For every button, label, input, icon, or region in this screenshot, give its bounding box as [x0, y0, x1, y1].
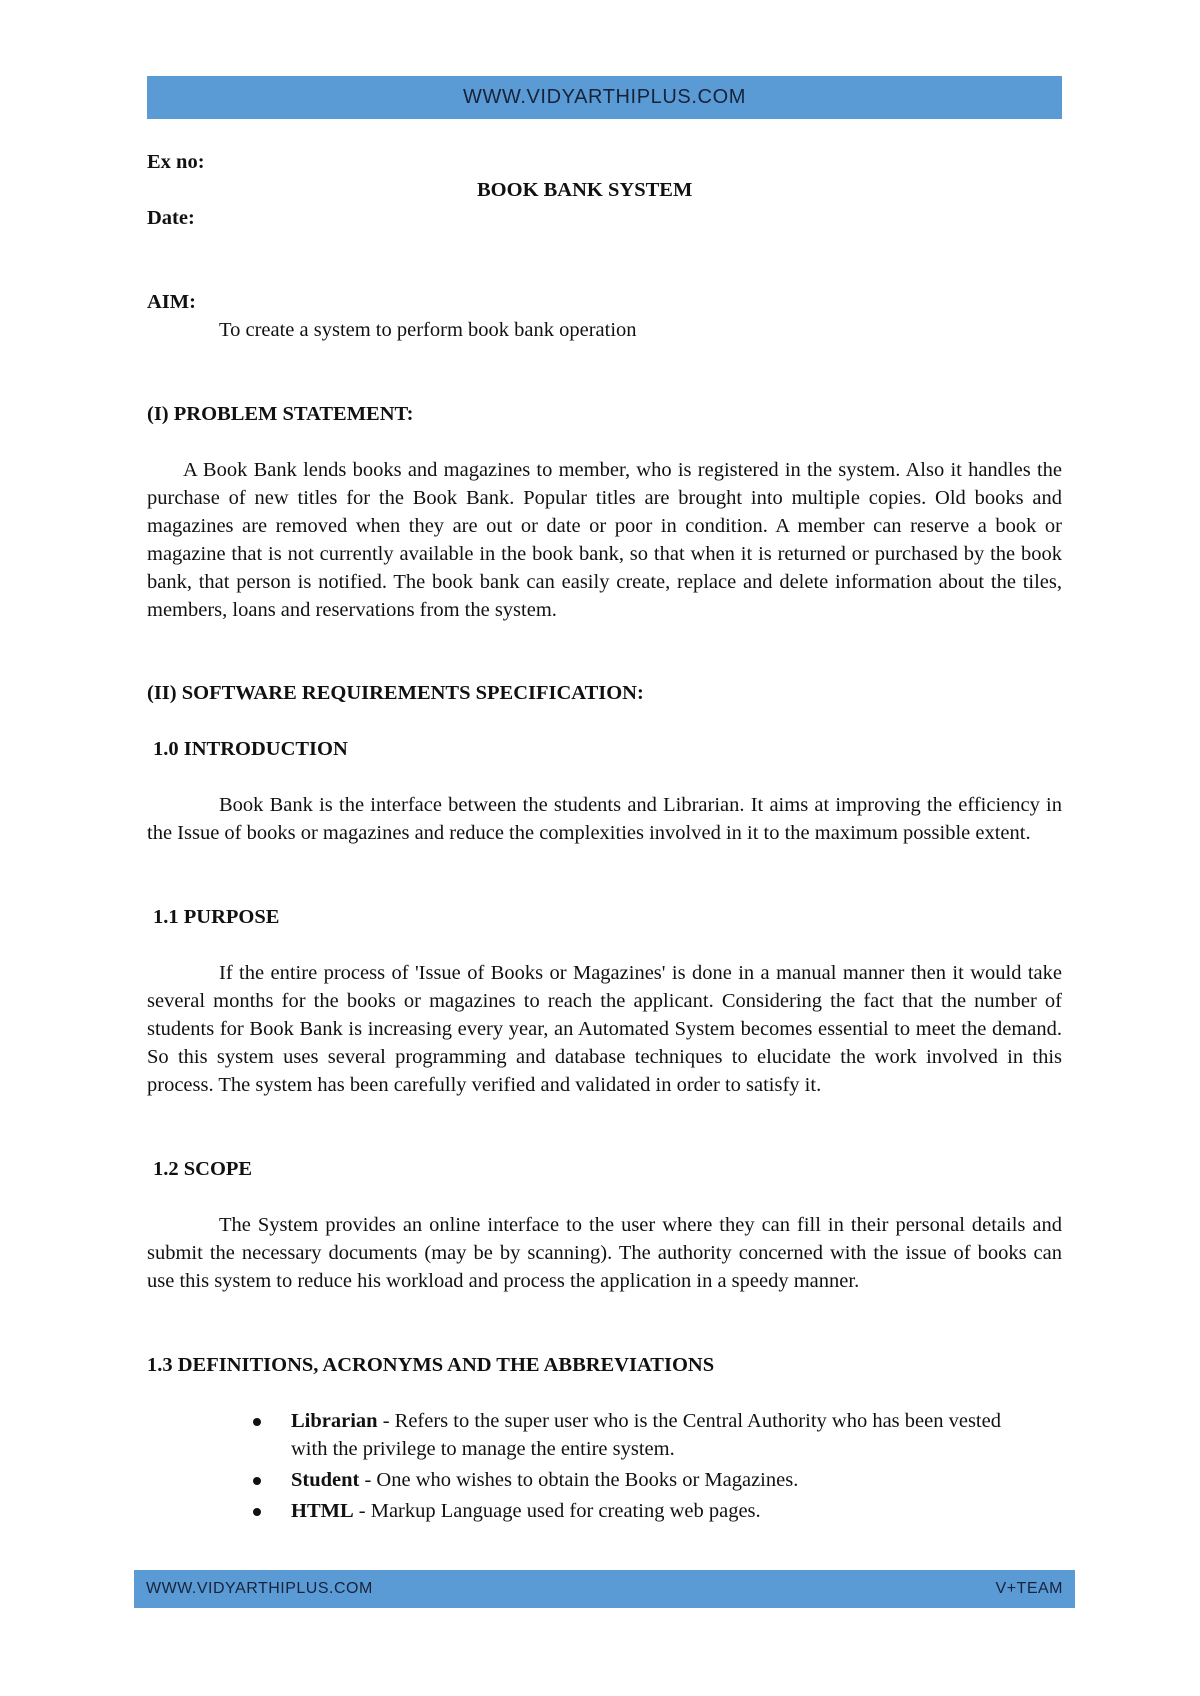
- bullet-icon: [253, 1508, 261, 1516]
- scope-text: The System provides an online interface to the user where they can fill in their personal details and submit the necessary documents (may be by scanning). The authority concerned with the issue of books can use this system to reduce his workload and process the application in a speedy manner.: [147, 1214, 1062, 1292]
- list-item: [147, 1497, 1062, 1525]
- aim-label: AIM:: [147, 291, 196, 313]
- scope-heading: 1.2 SCOPE: [153, 1158, 253, 1180]
- introduction-text: Book Bank is the interface between the students and Librarian. It aims at improving the efficiency in the Issue of books or magazines and reduce the complexities involved in it to the maximum possible extent.: [147, 794, 1062, 844]
- definitions-heading: 1.3 DEFINITIONS, ACRONYMS AND THE ABBREVIATIONS: [147, 1354, 715, 1376]
- ex-no-label: Ex no:: [147, 151, 205, 173]
- introduction-heading: 1.0 INTRODUCTION: [153, 738, 348, 760]
- term: Student: [291, 1469, 360, 1491]
- purpose-heading: 1.1 PURPOSE: [153, 906, 280, 928]
- problem-statement-heading: (I) PROBLEM STATEMENT:: [147, 403, 414, 425]
- term-description: - One who wishes to obtain the Books or Magazines.: [359, 1469, 799, 1491]
- list-item: [147, 1466, 1062, 1494]
- date-label: Date:: [147, 207, 195, 229]
- definitions-list: [147, 1407, 1062, 1528]
- bullet-icon: [253, 1418, 261, 1426]
- term-description: - Refers to the super user who is the Central Authority who has been vested with the privilege to manage the entire system.: [291, 1410, 1001, 1460]
- problem-statement-text: A Book Bank lends books and magazines to member, who is registered in the system. Also it handles the purchase of new titles for the Book Bank. Popular titles are brought into multiple copies. Old books and magazines are removed when they are out or date or poor in condition. A member can reserve a book or magazine that is not currently available in the book bank, so that when it is returned or purchased by the book bank, that person is notified. The book bank can easily create, replace and delete information about the tiles, members, loans and reservations from the system.: [147, 459, 1062, 621]
- page-title: BOOK BANK SYSTEM: [477, 179, 693, 201]
- term-description: - Markup Language used for creating web pages.: [353, 1500, 761, 1522]
- term: HTML: [291, 1500, 354, 1522]
- list-item: [147, 1407, 1062, 1463]
- header-banner: [147, 76, 1062, 119]
- term: Librarian: [291, 1410, 378, 1432]
- footer-team-label: V+TEAM: [995, 1580, 1063, 1597]
- bullet-icon: [253, 1477, 261, 1485]
- footer-banner: [134, 1570, 1075, 1608]
- purpose-text: If the entire process of 'Issue of Books or Magazines' is done in a manual manner then it would take several months for the books or magazines to reach the applicant. Considering the fact that the number of students for Book Bank is increasing every year, an Automated System becomes essential to meet the demand. So this system uses several programming and database techniques to elucidate the work involved in this process. The system has been carefully verified and validated in order to satisfy it.: [147, 962, 1062, 1096]
- footer-site-link[interactable]: WWW.VIDYARTHIPLUS.COM: [146, 1580, 373, 1597]
- aim-text: To create a system to perform book bank operation: [219, 319, 637, 341]
- srs-heading: (II) SOFTWARE REQUIREMENTS SPECIFICATION:: [147, 682, 644, 704]
- header-site-link[interactable]: WWW.VIDYARTHIPLUS.COM: [463, 86, 746, 108]
